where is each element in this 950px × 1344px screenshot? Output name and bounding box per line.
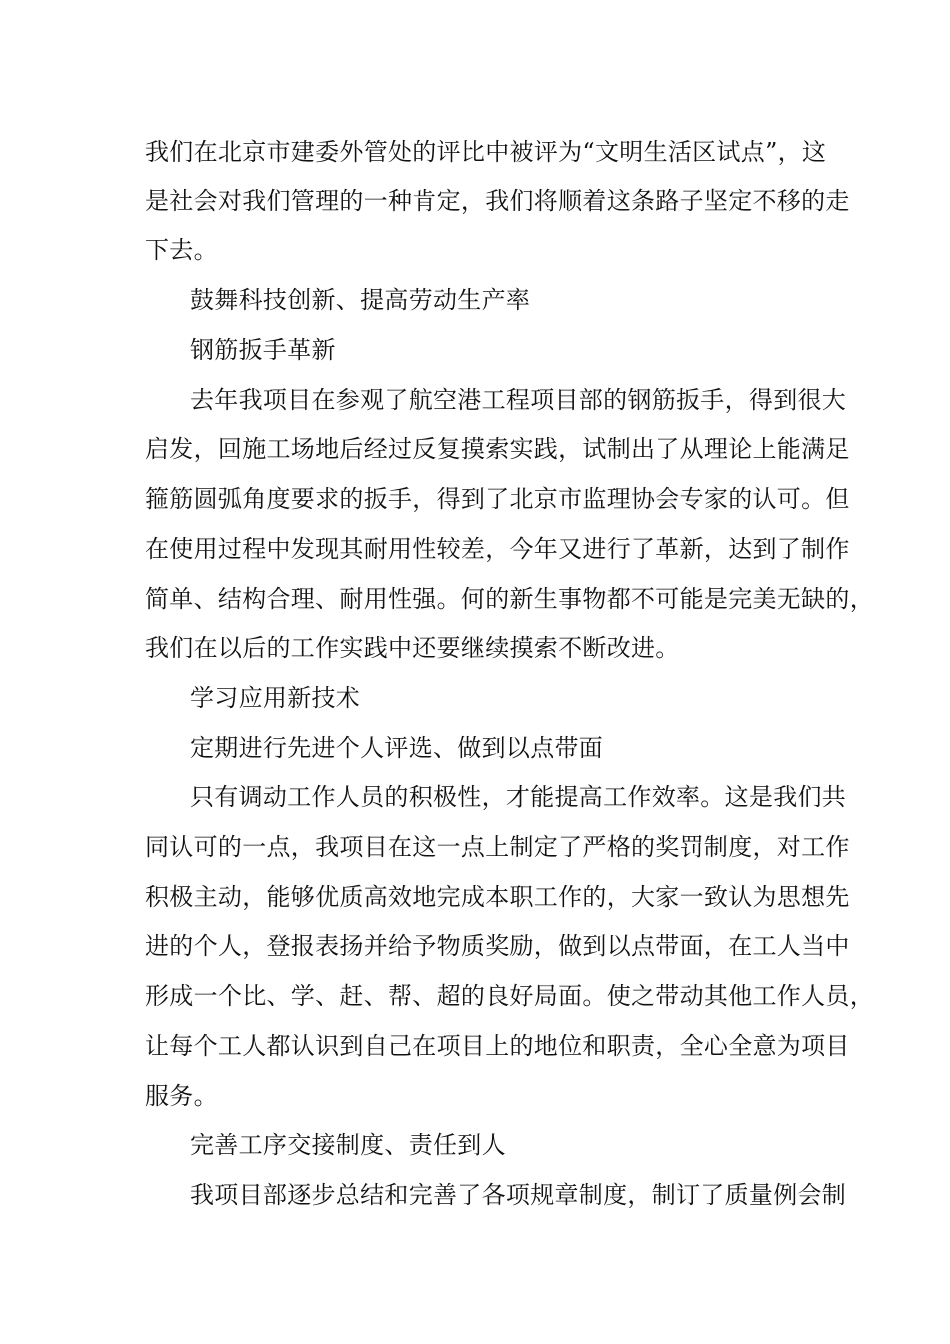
paragraph-line: 简单、结构合理、耐用性强。何的新生事物都不可能是完美无缺的，	[145, 585, 874, 613]
subsection-heading: 完善工序交接制度、责任到人	[190, 1131, 506, 1159]
paragraph-line: 形成一个比、学、赶、帮、超的良好局面。使之带动其他工作人员，	[145, 982, 874, 1010]
paragraph-line: 服务。	[145, 1082, 218, 1110]
paragraph-line: 我们在以后的工作实践中还要继续摸索不断改进。	[145, 634, 680, 662]
paragraph-line: 只有调动工作人员的积极性，才能提高工作效率。这是我们共	[190, 783, 847, 811]
section-heading: 鼓舞科技创新、提高劳动生产率	[190, 286, 531, 314]
paragraph-line: 让每个工人都认识到自己在项目上的地位和职责，全心全意为项目	[145, 1032, 850, 1060]
paragraph-line: 是社会对我们管理的一种肯定，我们将顺着这条路子坚定不移的走	[145, 187, 850, 215]
paragraph-line: 在使用过程中发现其耐用性较差，今年又进行了革新，达到了制作	[145, 535, 850, 563]
paragraph-line: 箍筋圆弧角度要求的扳手，得到了北京市监理协会专家的认可。但	[145, 485, 850, 513]
paragraph-line: 去年我项目在参观了航空港工程项目部的钢筋扳手，得到很大	[190, 386, 847, 414]
paragraph-line: 我项目部逐步总结和完善了各项规章制度，制订了质量例会制	[190, 1181, 847, 1209]
paragraph-line: 下去。	[145, 236, 218, 264]
subsection-heading: 钢筋扳手革新	[190, 336, 336, 364]
section-heading: 学习应用新技术	[190, 684, 361, 712]
paragraph-line: 同认可的一点，我项目在这一点上制定了严格的奖罚制度，对工作	[145, 833, 850, 861]
paragraph-line: 进的个人，登报表扬并给予物质奖励，做到以点带面，在工人当中	[145, 932, 850, 960]
paragraph-line: 启发，回施工场地后经过反复摸索实践，试制出了从理论上能满足	[145, 435, 850, 463]
paragraph-line: 我们在北京市建委外管处的评比中被评为“文明生活区试点”，这	[145, 138, 827, 166]
subsection-heading: 定期进行先进个人评选、做到以点带面	[190, 734, 604, 762]
paragraph-line: 积极主动，能够优质高效地完成本职工作的，大家一致认为思想先	[145, 883, 850, 911]
